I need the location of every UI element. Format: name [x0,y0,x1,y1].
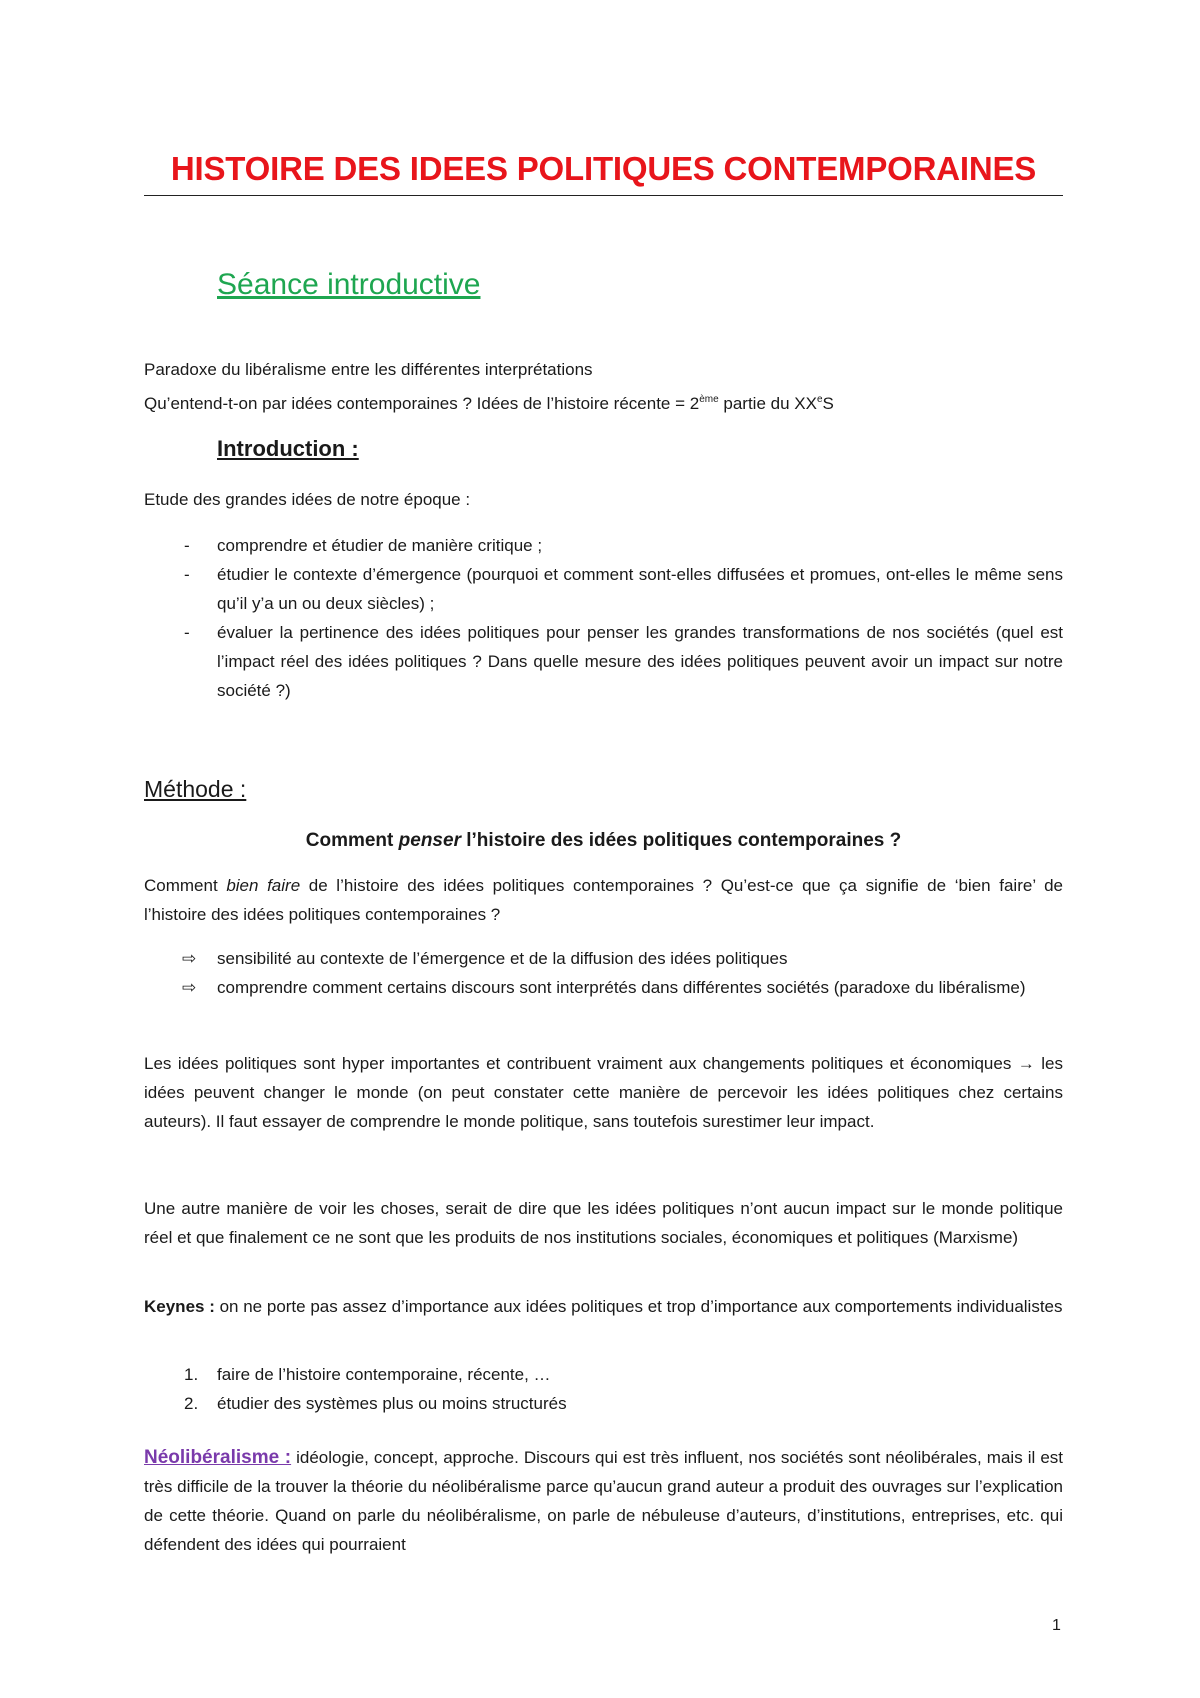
arrow-list [144,944,1063,1002]
paragraph-autre-maniere: Une autre manière de voir les choses, serait de dire que les idées politiques n’ont aucun impact sur le monde politique réel et que finalement ce ne sont que les produits de nos institutions sociales, économiques et politiques (Marxisme) [144,1199,1063,1247]
paragraph-bien-faire: Comment bien faire de l’histoire des idées politiques contemporaines ? Qu’est-ce que ça signifie de ‘bien faire’ de l’histoire des idées politiques contemporaines ? [144,876,1063,924]
introduction-lead: Etude des grandes idées de notre époque : [144,490,471,509]
paragraph-keynes: Keynes : on ne porte pas assez d’importance aux idées politiques et trop d’importance aux comportements individualistes [144,1297,1063,1316]
document-title: HISTOIRE DES IDEES POLITIQUES CONTEMPORAINES [170,150,1037,187]
paragraph-idees-importantes: Les idées politiques sont hyper importantes et contribuent vraiment aux changements politiques et économiques → les idées peuvent changer le monde (on peut constater cette manière de percevoir les idées politiques chez certains auteurs). Il faut essayer de comprendre le monde politique, sans toutefois surestimer leur impact. [144,1054,1063,1131]
paragraph-neoliberalisme: Néolibéralisme : idéologie, concept, approche. Discours qui est très influent, nos sociétés sont néolibérales, mais il est très difficile de la trouver la théorie du néolibéralisme parce qu’aucun grand auteur a produit des ouvrages sur l’explication de cette théorie. Quand on parle du néolibéralisme, on parle de nébuleuse d’auteurs, d’institutions, entreprises, etc. qui défendent des idées qui pourraient [144,1447,1063,1554]
numbered-list [144,1360,1063,1418]
list-item: - évaluer la pertinence des idées politiques pour penser les grandes transformations de nos sociétés (quel est l’impact réel des idées politiques ? Dans quelle mesure des idées politiques peuvent avoir un impact sur notre société ?) [144,618,1063,705]
dash-marker: - [184,536,190,555]
list-item: 1. faire de l’histoire contemporaine, récente, … [184,1365,551,1384]
intro-line-1: Paradoxe du libéralisme entre les différentes interprétations [144,360,593,379]
list-item: - étudier le contexte d’émergence (pourquoi et comment sont-elles diffusées et promues, ont-elles le même sens qu’il y’a un ou deux siècles) ; [144,560,1063,618]
arrow-right-icon: → [1017,1054,1035,1073]
intro-line-2: Qu’entend-t-on par idées contemporaines ? Idées de l’histoire récente = 2ème partie du XXeS [144,394,834,413]
introduction-bullet-list [144,531,1063,705]
section-title-seance: Séance introductive [217,268,481,301]
title-underline [144,195,1063,196]
list-item: ⇨ comprendre comment certains discours sont interprétés dans différentes sociétés (paradoxe du libéralisme) [144,973,1063,1002]
methode-question: Comment penser l’histoire des idées politiques contemporaines ? [305,830,902,851]
dash-marker: - [184,565,190,584]
introduction-heading: Introduction : [217,436,359,461]
list-item: - comprendre et étudier de manière critique ; [144,531,1063,560]
page-number: 1 [1052,1617,1061,1634]
list-item: ⇨ sensibilité au contexte de l’émergence et de la diffusion des idées politiques [144,944,1063,973]
list-item: 2. étudier des systèmes plus ou moins structurés [184,1394,567,1413]
arrow-right-icon: ⇨ [182,978,197,997]
dash-marker: - [184,623,190,642]
arrow-right-icon: ⇨ [182,949,197,968]
methode-heading: Méthode : [144,776,247,802]
